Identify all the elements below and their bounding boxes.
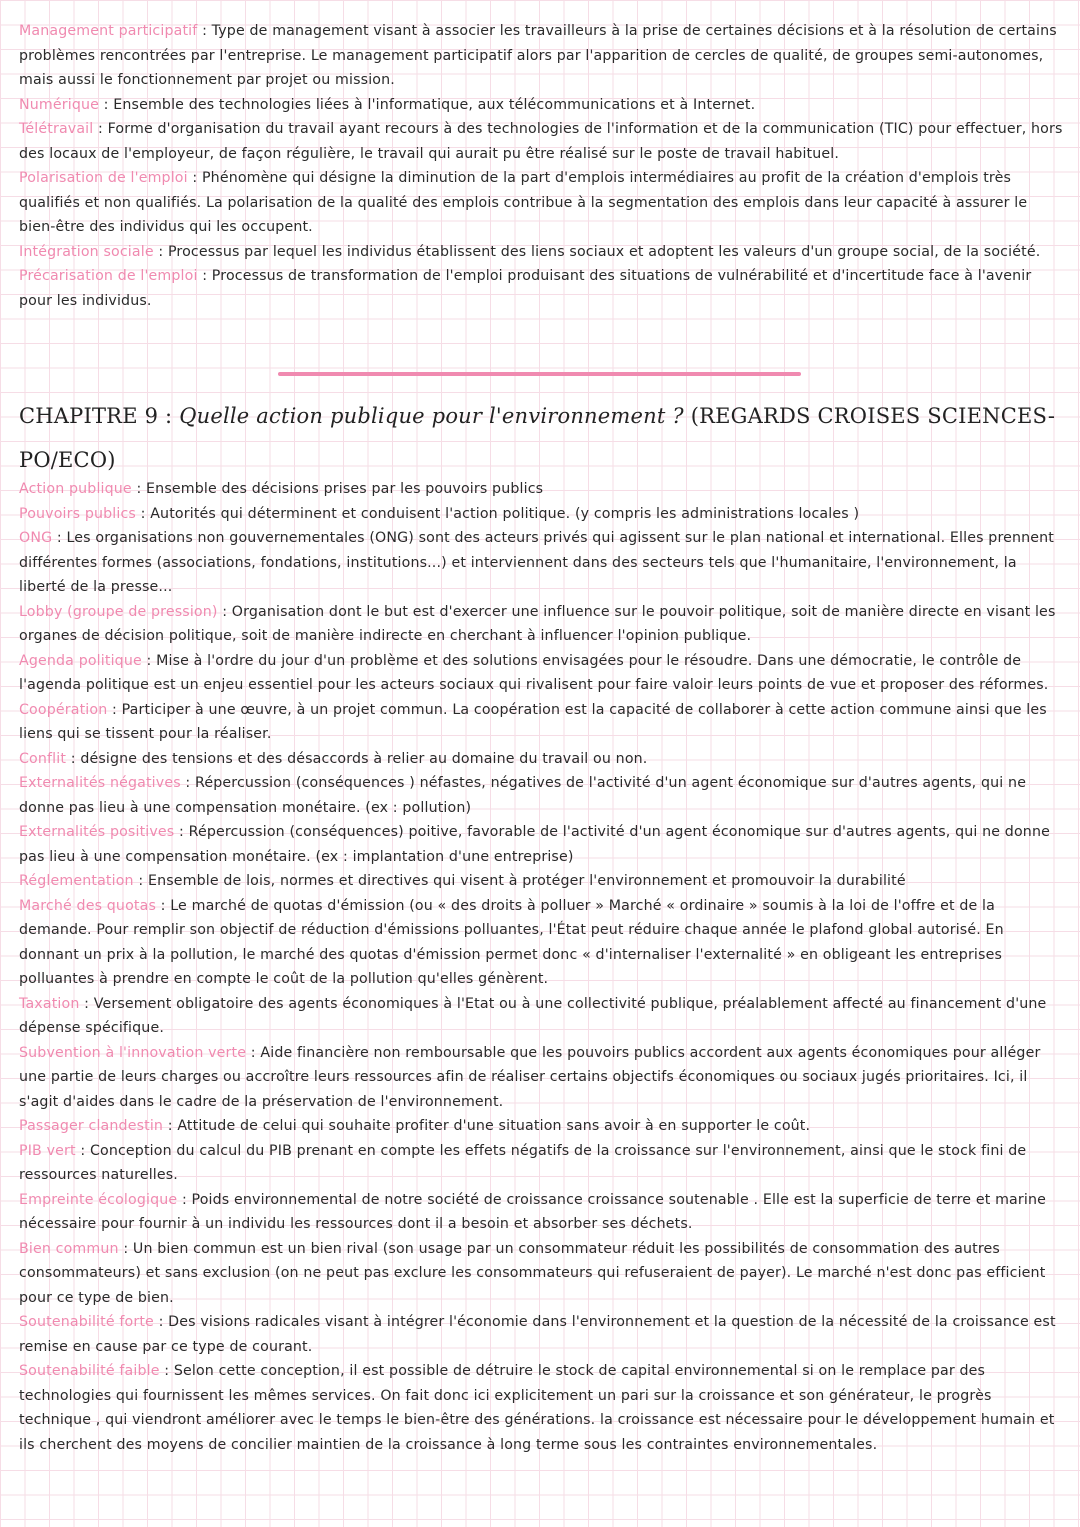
entry-definition: : Participer à une œuvre, à un projet commun. La coopération est la capacité de collaborer à cette action commune ainsi que les liens qui se tissent pour la réaliser. (19, 701, 1047, 742)
entry-term: Taxation (19, 995, 80, 1012)
entry-definition: : Les organisations non gouvernementales (ONG) sont des acteurs privés qui agissent sur le plan national et international. Elles prennent différentes formes (associations, fondations, institutions...) et interviennent dans des secteurs tels que l'humanitaire, l'environnement, la liberté de la presse... (19, 530, 1055, 595)
glossary-entry (19, 93, 1063, 118)
entry-term: Agenda politique (19, 652, 142, 669)
glossary-entry (19, 477, 1063, 502)
chapter-heading (19, 394, 1063, 482)
entry-definition: : Attitude de celui qui souhaite profiter d'une situation sans avoir à en supporter le coût. (163, 1118, 811, 1134)
entry-term: PIB vert (19, 1142, 76, 1159)
glossary-entry (19, 820, 1063, 869)
chapter-title: Quelle action publique pour l'environnement ? (179, 404, 684, 428)
entry-definition: : Ensemble des technologies liées à l'informatique, aux télécommunications et à Internet. (99, 96, 756, 113)
glossary-entry (19, 1359, 1063, 1457)
entry-definition: : Un bien commun est un bien rival (son usage par un consommateur réduit les possibilités de consommation des autres consommateurs) et sans exclusion (on ne peut pas exclure les consommateurs qui refuseraient de payer). Le marché n'est donc pas efficient pour ce type de bien. (19, 1240, 1046, 1306)
glossary-entry (19, 649, 1063, 698)
entry-term: Subvention à l'innovation verte (19, 1044, 247, 1061)
entry-definition: : Mise à l'ordre du jour d'un problème et des solutions envisagées pour le résoudre. Dans une démocratie, le contrôle de l'agenda politique est un enjeu essentiel pour les acteurs sociaux qui rivalisent pour faire valoir leurs points de vue et proposer des réformes. (19, 652, 1049, 693)
glossary-entry (19, 1139, 1063, 1188)
entry-term: Conflit (19, 750, 67, 767)
entry-term: Lobby (groupe de pression) (19, 603, 218, 620)
entry-term: ONG (19, 530, 53, 546)
entry-term: Intégration sociale (19, 243, 154, 260)
glossary-entry (19, 264, 1063, 313)
entry-term: Empreinte écologique (19, 1191, 178, 1208)
entry-term: Soutenabilité forte (19, 1314, 154, 1330)
glossary-entry (19, 747, 1063, 772)
glossary-entry (19, 1188, 1063, 1237)
glossary-section-bottom (19, 477, 1063, 1457)
entry-definition: : Processus par lequel les individus établissent des liens sociaux et adoptent les valeurs d'un groupe social, de la société. (153, 243, 1041, 260)
entry-term: Numérique (19, 96, 100, 113)
entry-term: Marché des quotas (19, 897, 156, 914)
entry-definition: : Phénomène qui désigne la diminution de la part d'emplois intermédiaires au profit de la création d'emplois très qualifiés et non qualifiés. La polarisation de la qualité des emplois contribue à la segmentation des emplois dans leur capacité à assurer le bien-être des individus qui les occupent. (19, 170, 1028, 235)
glossary-entry (19, 1114, 1063, 1139)
entry-term: Polarisation de l'emploi (19, 170, 188, 186)
entry-definition: : Répercussion (conséquences) poitive, favorable de l'activité d'un agent économique sur d'autres agents, qui ne donne pas lieu à une compensation monétaire. (ex : implantation d'une entreprise) (19, 824, 1050, 865)
glossary-entry (19, 698, 1063, 747)
entry-term: Réglementation (19, 873, 134, 889)
entry-definition: : Organisation dont le but est d'exercer une influence sur le pouvoir politique, soit de manière directe en visant les organes de décision politique, soit de manière indirecte en cherchant à influencer l'opinion publique. (19, 603, 1056, 644)
entry-definition: : Ensemble de lois, normes et directives qui visent à protéger l'environnement et promouvoir la durabilité (133, 873, 906, 889)
glossary-entry (19, 869, 1063, 894)
entry-term: Pouvoirs publics (19, 505, 136, 522)
entry-definition: : Répercussion (conséquences ) néfastes, négatives de l'activité d'un agent économique sur d'autres agents, qui ne donne pas lieu à une compensation monétaire. (ex : pollution) (19, 775, 1027, 816)
entry-definition: : Autorités qui déterminent et conduisent l'action politique. (y compris les administrations locales ) (135, 505, 860, 522)
glossary-entry (19, 117, 1063, 166)
entry-definition: : Poids environnemental de notre société de croissance croissance soutenable . Elle est la superficie de terre et marine nécessaire pour fournir à un individu les ressources dont il a besoin et absorber ses déchets. (19, 1191, 1046, 1232)
entry-term: Précarisation de l'emploi (19, 268, 198, 284)
entry-term: Bien commun (19, 1240, 119, 1257)
glossary-entry (19, 771, 1063, 820)
entry-term: Coopération (19, 701, 108, 718)
glossary-entry (19, 502, 1063, 527)
chapter-suffix: (REGARDS CROISES SCIENCES-PO/ECO) (19, 404, 1056, 472)
entry-term: Soutenabilité faible (19, 1363, 160, 1379)
glossary-entry (19, 1237, 1063, 1311)
glossary-section-top (19, 19, 1063, 313)
entry-definition: : désigne des tensions et des désaccords à relier au domaine du travail ou non. (66, 750, 648, 767)
glossary-entry (19, 19, 1063, 93)
entry-definition: : Selon cette conception, il est possible de détruire le stock de capital environnemental si on le remplace par des technologies qui fournissent les mêmes services. On fait donc ici explicitement un pari sur la croissance et son générateur, le progrès technique , qui viendront améliorer avec le temps le bien-être des générations. la croissance est nécessaire pour le développement humain et ils cherchent des moyens de concilier maintien de la croissance à long terme sous les contraintes environnementales. (19, 1363, 1055, 1453)
entry-definition: : Aide financière non remboursable que les pouvoirs publics accordent aux agents économiques pour alléger une partie de leurs charges ou accroître leurs ressources afin de réaliser certains objectifs économiques ou sociaux jugés prioritaires. Ici, il s'agit d'aides dans le cadre de la préservation de l'environnement. (19, 1044, 1041, 1110)
entry-term: Externalités négatives (19, 775, 181, 791)
glossary-entry (19, 992, 1063, 1041)
entry-definition: : Conception du calcul du PIB prenant en compte les effets négatifs de la croissance sur l'environnement, ainsi que le stock fini de ressources naturelles. (19, 1142, 1027, 1183)
entry-term: Management participatif (19, 23, 198, 39)
glossary-entry (19, 240, 1063, 265)
glossary-entry (19, 600, 1063, 649)
entry-term: Externalités positives (19, 824, 175, 840)
entry-term: Télétravail (19, 121, 94, 137)
glossary-entry (19, 1310, 1063, 1359)
section-divider (278, 372, 801, 376)
entry-definition: : Type de management visant à associer les travailleurs à la prise de certaines décisions et à la résolution de certains problèmes rencontrées par l'entreprise. Le management participatif alors par l'apparition de cercles de qualité, de groupes semi-autonomes, mais aussi le fonctionnement par projet ou mission. (19, 23, 1057, 88)
entry-definition: : Forme d'organisation du travail ayant recours à des technologies de l'information et de la communication (TIC) pour effectuer, hors des locaux de l'employeur, de façon régulière, le travail qui aurait pu être réalisé sur le poste de travail habituel. (19, 121, 1063, 162)
entry-definition: : Versement obligatoire des agents économiques à l'Etat ou à une collectivité publique, préalablement affecté au financement d'une dépense spécifique. (19, 995, 1047, 1036)
entry-definition: : Des visions radicales visant à intégrer l'économie dans l'environnement et la question de la nécessité de la croissance est remise en cause par ce type de courant. (19, 1314, 1056, 1355)
entry-definition: : Ensemble des décisions prises par les pouvoirs publics (131, 481, 544, 497)
entry-definition: : Processus de transformation de l'emploi produisant des situations de vulnérabilité et d'incertitude face à l'avenir pour les individus. (19, 268, 1032, 309)
chapter-prefix: CHAPITRE 9 : (19, 404, 180, 428)
entry-definition: : Le marché de quotas d'émission (ou « des droits à polluer » Marché « ordinaire » soumis à la loi de l'offre et de la demande. Pour remplir son objectif de réduction d'émissions polluantes, l'État peut réduire chaque année le plafond global autorisé. En donnant un prix à la pollution, le marché des quotas d'émission permet donc « d'internaliser l'externalité » en obligeant les entreprises polluantes à prendre en compte le coût de la pollution qu'elles génèrent. (19, 897, 1004, 987)
glossary-entry (19, 1041, 1063, 1115)
glossary-entry (19, 526, 1063, 600)
entry-term: Passager clandestin (19, 1118, 164, 1134)
glossary-entry (19, 894, 1063, 992)
entry-term: Action publique (19, 481, 132, 497)
glossary-entry (19, 166, 1063, 240)
